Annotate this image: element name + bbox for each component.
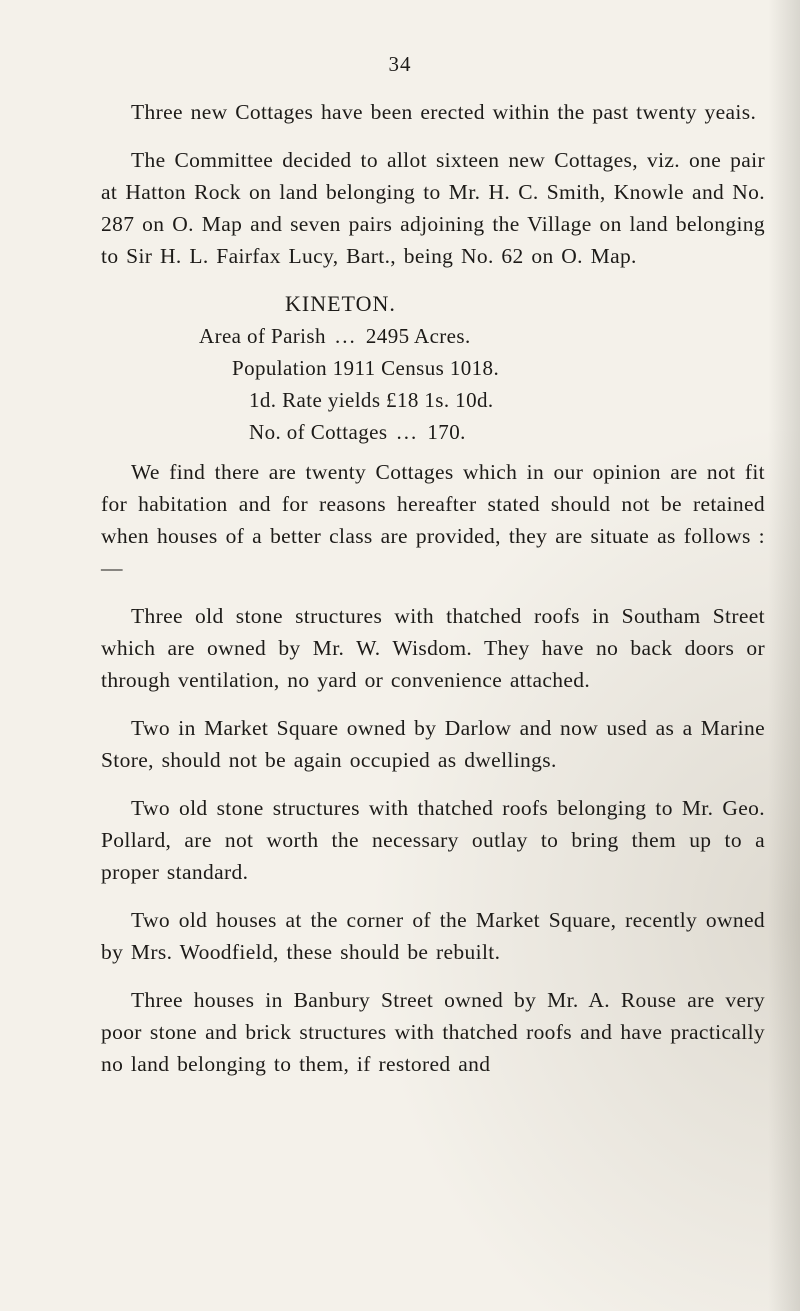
stat-rate-text: 1d. Rate yields £18 1s. 10d. xyxy=(249,388,494,412)
paragraph-southam-street: Three old stone structures with thatched roofs in Southam Street which are owned by Mr. W. Wisdom. They have no back doors or through ventilation, no yard or convenience attached. xyxy=(101,604,765,692)
stat-area-value: 2495 Acres. xyxy=(365,324,471,348)
stat-population-text: Population 1911 Census 1018. xyxy=(232,356,500,380)
paragraph-unfit-cottages: We find there are twenty Cottages which in our opinion are not fit for habitation and for reasons hereafter stated should not be retained when houses of a better class are provided, they are situate as follows :— xyxy=(101,460,765,580)
stat-cottages-label: No. of Cottages xyxy=(249,420,388,444)
stat-cottages xyxy=(199,416,765,448)
kineton-stats xyxy=(199,288,765,448)
stat-rate xyxy=(199,384,765,416)
stat-cottages-leader: ... xyxy=(396,420,419,444)
paragraph-new-cottages-built: Three new Cottages have been erected within the past twenty yeais. xyxy=(131,100,757,124)
paragraph-banbury-street: Three houses in Banbury Street owned by Mr. A. Rouse are very poor stone and brick structures with thatched roofs and have practically no land belonging to them, if restored and xyxy=(101,988,765,1076)
paragraph-committee-decision: The Committee decided to allot sixteen new Cottages, viz. one pair at Hatton Rock on land belonging to Mr. H. C. Smith, Knowle and No. 287 on O. Map and seven pairs adjoining the Village on land belonging to Sir H. L. Fairfax Lucy, Bart., being No. 62 on O. Map. xyxy=(101,148,765,268)
paragraph-woodfield: Two old houses at the corner of the Market Square, recently owned by Mrs. Woodfield, these should be rebuilt. xyxy=(101,908,765,964)
stat-population xyxy=(199,352,765,384)
page-number: 34 xyxy=(388,52,412,76)
paragraph-market-square-darlow: Two in Market Square owned by Darlow and now used as a Marine Store, should not be again occupied as dwellings. xyxy=(101,716,765,772)
page-content xyxy=(101,96,765,1080)
paragraph-pollard: Two old stone structures with thatched roofs belonging to Mr. Geo. Pollard, are not worth the necessary outlay to bring them up to a proper standard. xyxy=(101,796,765,884)
stat-area xyxy=(199,320,765,352)
stat-area-label: Area of Parish xyxy=(199,324,326,348)
section-heading-kineton: KINETON. xyxy=(285,291,396,316)
stat-area-leader: ... xyxy=(335,324,357,348)
stat-cottages-value: 170. xyxy=(427,420,466,444)
